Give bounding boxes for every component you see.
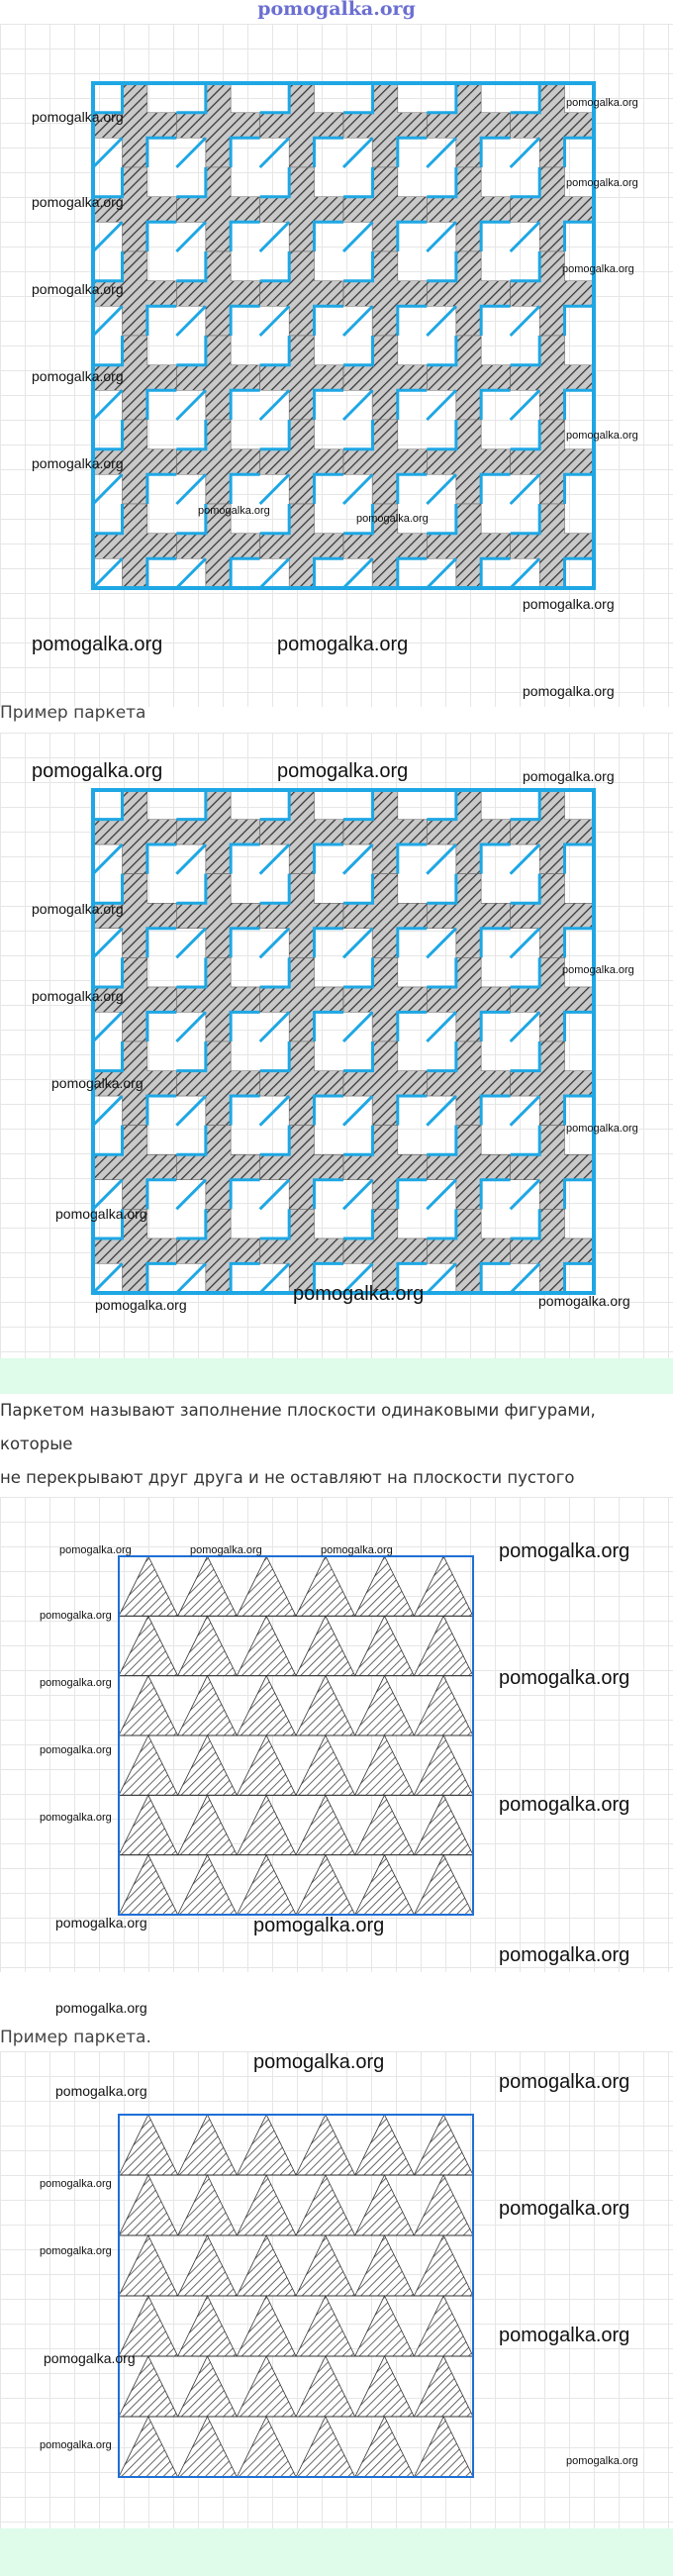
watermark: pomogalka.org: [562, 964, 634, 976]
triangle-tile: [119, 2235, 178, 2296]
watermark: pomogalka.org: [562, 263, 634, 275]
watermark: pomogalka.org: [55, 2083, 147, 2099]
triangle-tile: [414, 2356, 473, 2417]
triangle-tile: [237, 2115, 296, 2175]
triangle-tile: [355, 1735, 415, 1795]
triangle-tile: [237, 1795, 296, 1854]
triangle-tile: [119, 1676, 178, 1735]
triangle-tile: [296, 1616, 355, 1675]
triangle-tile: [296, 2417, 355, 2477]
triangle-tile: [414, 2417, 473, 2477]
triangle-tile: [119, 2175, 178, 2235]
triangle-tile: [355, 2235, 415, 2296]
triangle-tile: [178, 2175, 238, 2235]
triangle-tile: [414, 1855, 473, 1915]
watermark: pomogalka.org: [523, 683, 615, 699]
triangle-tile: [414, 2296, 473, 2356]
triangle-tile: [178, 2235, 238, 2296]
watermark: pomogalka.org: [523, 768, 615, 784]
watermark: pomogalka.org: [40, 2439, 112, 2451]
caption-example-1: Пример паркета: [0, 703, 146, 723]
watermark: pomogalka.org: [499, 1794, 630, 1816]
watermark: pomogalka.org: [32, 901, 124, 917]
watermark: pomogalka.org: [499, 1667, 630, 1689]
triangle-tile: [355, 2356, 415, 2417]
triangle-tile: [119, 2296, 178, 2356]
parquet-figure-4: [0, 2051, 673, 2528]
site-title[interactable]: pomogalka.org: [257, 0, 416, 20]
watermark: pomogalka.org: [32, 760, 163, 782]
definition-line-1: Паркетом называют заполнение плоскости одинаковыми фигурами, которые: [0, 1401, 596, 1453]
parquet-figure-1: [0, 24, 673, 707]
watermark: pomogalka.org: [40, 1610, 112, 1622]
triangle-tile: [296, 1676, 355, 1735]
caption-example-2: Пример паркета.: [0, 2028, 151, 2047]
triangle-tile: [178, 2417, 238, 2477]
triangle-tile: [119, 1855, 178, 1915]
watermark: pomogalka.org: [55, 1206, 147, 1222]
watermark: pomogalka.org: [32, 368, 124, 384]
watermark: pomogalka.org: [499, 1944, 630, 1966]
triangle-tile: [237, 1735, 296, 1795]
triangle-tile: [237, 1556, 296, 1616]
watermark: pomogalka.org: [566, 2455, 638, 2467]
triangle-tile: [355, 1855, 415, 1915]
triangle-tile: [296, 2235, 355, 2296]
watermark: pomogalka.org: [40, 1812, 112, 1824]
watermark: pomogalka.org: [95, 1297, 187, 1313]
triangle-tile: [119, 2115, 178, 2175]
watermark: pomogalka.org: [253, 2051, 385, 2073]
watermark: pomogalka.org: [32, 988, 124, 1004]
triangle-tile: [355, 1676, 415, 1735]
triangle-tile: [119, 2417, 178, 2477]
watermark: pomogalka.org: [293, 1283, 425, 1305]
triangle-tile: [414, 1676, 473, 1735]
triangle-tile: [296, 1855, 355, 1915]
triangle-tile: [355, 1556, 415, 1616]
watermark: pomogalka.org: [40, 2178, 112, 2190]
triangle-tile: [296, 2356, 355, 2417]
triangle-parquet-drawing-1: [0, 1497, 673, 1972]
triangle-tile: [119, 1556, 178, 1616]
triangle-tile: [414, 1556, 473, 1616]
watermark: pomogalka.org: [356, 513, 429, 525]
triangle-tile: [119, 1795, 178, 1854]
triangle-tile: [355, 2296, 415, 2356]
triangle-tile: [355, 2115, 415, 2175]
triangle-tile: [178, 2296, 238, 2356]
triangle-tile: [119, 1616, 178, 1675]
watermark: pomogalka.org: [40, 2245, 112, 2257]
triangle-tile: [296, 1795, 355, 1854]
watermark: pomogalka.org: [32, 281, 124, 297]
watermark: pomogalka.org: [40, 1677, 112, 1689]
watermark: pomogalka.org: [499, 1540, 630, 1562]
triangle-tile: [296, 2115, 355, 2175]
triangle-tile: [237, 1855, 296, 1915]
watermark: pomogalka.org: [277, 760, 409, 782]
bottom-band: [0, 2528, 673, 2576]
divider-band: [0, 1358, 673, 1394]
triangle-tile: [237, 2296, 296, 2356]
triangle-tile: [355, 1795, 415, 1854]
triangle-tile: [355, 1616, 415, 1675]
watermark: pomogalka.org: [32, 194, 124, 210]
triangle-tile: [178, 1855, 238, 1915]
watermark: pomogalka.org: [198, 505, 270, 517]
watermark: pomogalka.org: [566, 97, 638, 109]
watermark: pomogalka.org: [566, 177, 638, 189]
watermark: pomogalka.org: [253, 1915, 385, 1936]
watermark: pomogalka.org: [32, 634, 163, 655]
triangle-tile: [237, 1616, 296, 1675]
parquet-blue-drawing-2: [0, 733, 673, 1358]
parquet-figure-3: [0, 1497, 673, 1972]
watermark: pomogalka.org: [59, 1544, 132, 1556]
watermark: pomogalka.org: [499, 2325, 630, 2346]
triangle-tile: [178, 1795, 238, 1854]
triangle-tile: [355, 2175, 415, 2235]
triangle-tile: [296, 1556, 355, 1616]
triangle-tile: [237, 2417, 296, 2477]
triangle-tile: [119, 1735, 178, 1795]
triangle-tile: [414, 1616, 473, 1675]
parquet-figure-2: [0, 733, 673, 1358]
watermark: pomogalka.org: [32, 109, 124, 125]
definition-line-2: не перекрывают друг друга и не оставляют на плоскости пустого: [0, 1468, 575, 1487]
watermark: pomogalka.org: [40, 1744, 112, 1756]
watermark: pomogalka.org: [277, 634, 409, 655]
triangle-tile: [178, 1735, 238, 1795]
triangle-tile: [178, 1676, 238, 1735]
triangle-tile: [414, 2115, 473, 2175]
triangle-tile: [414, 1735, 473, 1795]
watermark: pomogalka.org: [566, 1123, 638, 1135]
triangle-tile: [237, 2356, 296, 2417]
triangle-tile: [296, 2175, 355, 2235]
watermark: pomogalka.org: [190, 1544, 262, 1556]
watermark: pomogalka.org: [51, 1075, 144, 1091]
triangle-tile: [237, 1676, 296, 1735]
triangle-tile: [296, 2296, 355, 2356]
watermark: pomogalka.org: [523, 596, 615, 612]
triangle-tile: [178, 1556, 238, 1616]
triangle-tile: [414, 2175, 473, 2235]
triangle-tile: [178, 2356, 238, 2417]
triangle-tile: [414, 1795, 473, 1854]
watermark: pomogalka.org: [499, 2198, 630, 2220]
watermark: pomogalka.org: [55, 2000, 147, 2016]
triangle-tile: [296, 1735, 355, 1795]
watermark: pomogalka.org: [499, 2071, 630, 2093]
triangle-tile: [178, 2115, 238, 2175]
watermark: pomogalka.org: [32, 455, 124, 471]
watermark: pomogalka.org: [321, 1544, 393, 1556]
triangle-tile: [237, 2235, 296, 2296]
watermark: pomogalka.org: [566, 430, 638, 442]
triangle-tile: [178, 1616, 238, 1675]
watermark: pomogalka.org: [538, 1293, 630, 1309]
triangle-tile: [237, 2175, 296, 2235]
watermark: pomogalka.org: [44, 2350, 136, 2366]
triangle-tile: [414, 2235, 473, 2296]
triangle-tile: [355, 2417, 415, 2477]
watermark: pomogalka.org: [55, 1915, 147, 1931]
